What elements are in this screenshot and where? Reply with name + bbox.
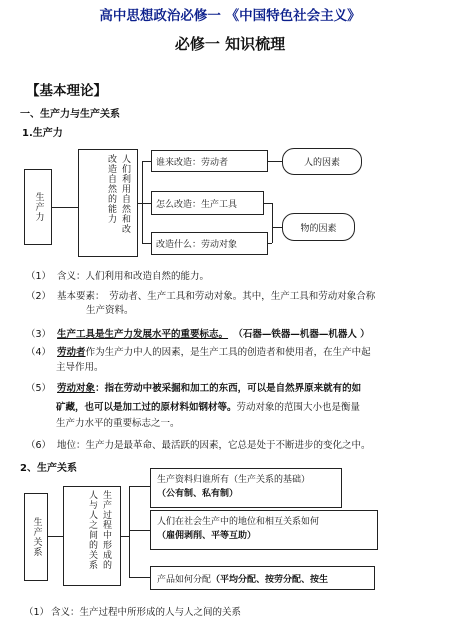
definition-text-col2: 改造自然的能力 xyxy=(106,154,116,224)
item-number: （2） xyxy=(26,291,52,302)
list-item xyxy=(26,328,370,342)
relations-text-col2: 人与人之间的关系 xyxy=(87,490,97,570)
list-item xyxy=(26,346,371,360)
ownership-box xyxy=(150,468,342,508)
item-text: 基本要素： 劳动者、生产工具和劳动对象。其中，生产工具和劳动对象合称 xyxy=(57,291,376,302)
item-term: 劳动对象 xyxy=(57,383,96,394)
connector-line xyxy=(129,530,150,531)
definition-text-col1: 人们利用自然和改 xyxy=(120,154,130,234)
human-factor-box: 人的因素 xyxy=(282,148,362,175)
connector-line xyxy=(48,536,63,537)
productivity-box xyxy=(24,169,52,245)
connector-line xyxy=(272,203,273,243)
ownership-text: 生产资料归谁所有（生产关系的基础） xyxy=(157,475,311,485)
connector-line xyxy=(142,243,151,244)
item-number: （1） xyxy=(26,271,52,282)
part1-heading: 一、生产力与生产关系 xyxy=(20,109,120,120)
item-emphasis: 生产工具是生产力发展水平的重要标志。 xyxy=(57,329,229,340)
connector-line xyxy=(142,203,151,204)
connector-line xyxy=(268,161,282,162)
connector-line xyxy=(268,243,272,244)
connector-line xyxy=(121,536,129,537)
connector-line xyxy=(142,161,151,162)
connector-line xyxy=(272,227,282,228)
item-number: （1） xyxy=(24,607,50,618)
item-text: ：指在劳动中被采掘和加工的东西，可以是自然界原来就有的如 xyxy=(95,383,362,394)
document-subtitle: 必修一 知识梳理 xyxy=(174,35,286,53)
status-text: 人们在社会生产中的地位和相互关系如何 xyxy=(157,517,320,527)
item-text-plain: 劳动对象的范围大小也是衡量 xyxy=(236,402,361,413)
relations-text-col1: 生产过程中形成的 xyxy=(101,490,111,570)
item-term: 劳动者 xyxy=(57,347,86,358)
item-text-continued xyxy=(56,401,360,415)
relations-box xyxy=(24,493,48,581)
what-transforms-box: 改造什么：劳动对象 xyxy=(151,232,268,255)
item-number: （6） xyxy=(26,440,52,451)
status-examples: （雇佣剥削、平等互助） xyxy=(157,531,257,541)
item-text: 作为生产力中人的因素，是生产工具的创造者和使用者，在生产中起 xyxy=(85,347,371,358)
relations-heading: 2、生产关系 xyxy=(20,463,77,474)
who-transforms-box: 谁来改造：劳动者 xyxy=(151,150,268,172)
status-box xyxy=(150,510,378,550)
productivity-box-label: 生产力 xyxy=(33,192,44,222)
material-factor-box: 物的因素 xyxy=(282,213,355,241)
how-transforms-box: 怎么改造：生产工具 xyxy=(151,191,264,215)
item-number: （5） xyxy=(26,383,52,394)
list-item xyxy=(24,606,241,620)
item-text-bold: 矿藏，也可以是加工过的原材料如钢材等。 xyxy=(56,402,237,413)
connector-line xyxy=(52,207,78,208)
definition-box xyxy=(78,149,138,257)
item-text-continued: 生产力水平的重要标志之一。 xyxy=(56,418,180,429)
document-title: 高中思想政治必修一 《中国特色社会主义》 xyxy=(99,8,361,24)
item-text: 含义：人们利用和改造自然的能力。 xyxy=(57,271,210,282)
item-text: 含义：生产过程中所形成的人与人之间的关系 xyxy=(51,607,242,618)
item-number: （4） xyxy=(26,347,52,358)
list-item xyxy=(26,270,209,284)
connector-line xyxy=(264,203,272,204)
connector-line xyxy=(129,486,150,487)
item-text: （石器—铁器—机器—机器人 ） xyxy=(238,329,370,340)
list-item xyxy=(26,382,361,396)
connector-line xyxy=(129,486,130,577)
ownership-examples: （公有制、私有制） xyxy=(157,489,239,499)
connector-line xyxy=(129,577,150,578)
item-text: 地位：生产力是最革命、最活跃的因素，它总是处于不断进步的变化之中。 xyxy=(57,440,371,451)
item-text-continued: 生产资料。 xyxy=(86,305,134,316)
list-item xyxy=(26,290,375,304)
productivity-heading: 1.生产力 xyxy=(22,128,63,139)
relations-definition-box xyxy=(63,486,121,586)
distribution-text: 产品如何分配 xyxy=(157,574,212,585)
relations-box-label: 生产关系 xyxy=(31,517,42,557)
section-heading: 【基本理论】 xyxy=(26,83,107,99)
item-text-continued: 主导作用。 xyxy=(56,362,104,373)
distribution-box xyxy=(150,566,375,590)
distribution-examples: （平均分配、按劳分配、按生 xyxy=(211,574,329,585)
item-number: （3） xyxy=(26,329,52,340)
list-item xyxy=(26,439,371,453)
